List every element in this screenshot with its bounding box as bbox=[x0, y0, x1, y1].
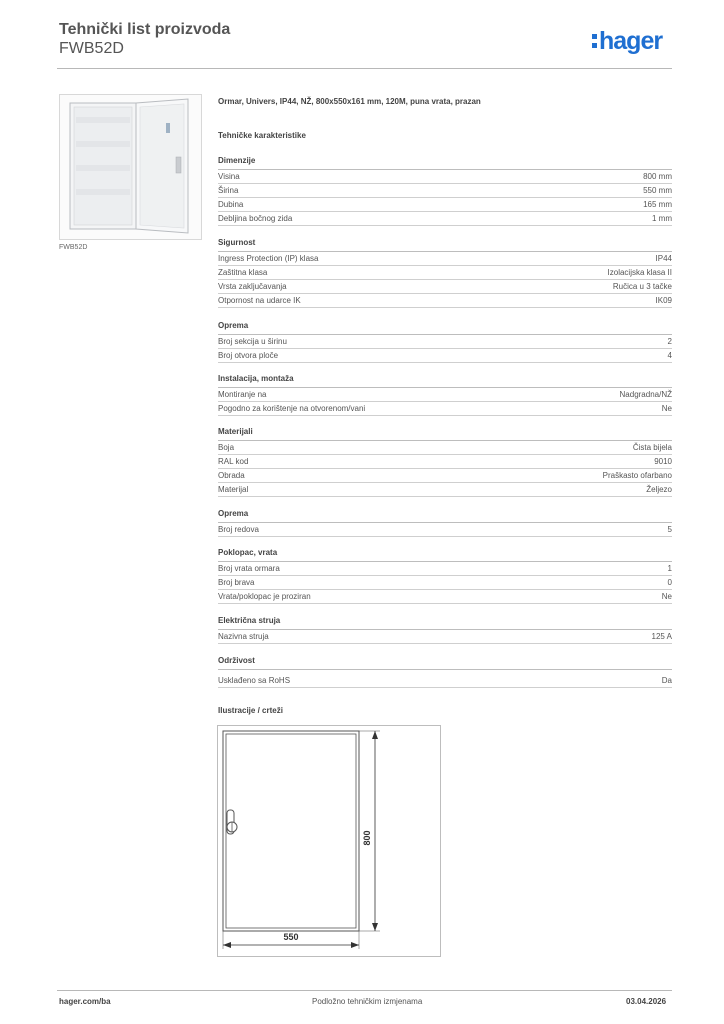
spec-value: Ne bbox=[661, 404, 672, 413]
section-title: Oprema bbox=[218, 509, 672, 523]
spec-label: Visina bbox=[218, 172, 240, 181]
footer-divider bbox=[57, 990, 672, 991]
product-photo bbox=[59, 94, 202, 240]
spec-value: Željezo bbox=[646, 485, 672, 494]
spec-label: Broj brava bbox=[218, 578, 255, 587]
spec-label: Broj otvora ploče bbox=[218, 351, 279, 360]
section-materijali bbox=[218, 427, 672, 497]
spec-label: Ingress Protection (IP) klasa bbox=[218, 254, 319, 263]
spec-row bbox=[218, 212, 672, 226]
spec-row bbox=[218, 576, 672, 590]
section-title: Dimenzije bbox=[218, 156, 672, 170]
spec-value: 165 mm bbox=[643, 200, 672, 209]
spec-row bbox=[218, 402, 672, 416]
footer-notice: Podložno tehničkim izmjenama bbox=[312, 997, 423, 1006]
spec-value: 550 mm bbox=[643, 186, 672, 195]
product-description: Ormar, Univers, IP44, NŽ, 800x550x161 mm, 120M, puna vrata, prazan bbox=[218, 97, 481, 106]
spec-value: 1 bbox=[667, 564, 672, 573]
page-title: Tehnički list proizvoda bbox=[59, 21, 231, 38]
logo-dot-icon bbox=[592, 43, 597, 48]
spec-label: Debljina bočnog zida bbox=[218, 214, 293, 223]
spec-row bbox=[218, 294, 672, 308]
spec-value: 2 bbox=[667, 337, 672, 346]
spec-label: Otpornost na udarce IK bbox=[218, 296, 301, 305]
door-handle-icon bbox=[227, 810, 237, 834]
product-code: FWB52D bbox=[59, 40, 124, 57]
section-title: Sigurnost bbox=[218, 238, 672, 252]
section-title: Materijali bbox=[218, 427, 672, 441]
spec-label: Vrata/poklopac je proziran bbox=[218, 592, 311, 601]
section-title: Električna struja bbox=[218, 616, 672, 630]
section-poklopac-vrata bbox=[218, 548, 672, 604]
section-oprema-2 bbox=[218, 509, 672, 537]
section-odrzivost bbox=[218, 656, 672, 688]
spec-row bbox=[218, 455, 672, 469]
spec-label: Nazivna struja bbox=[218, 632, 269, 641]
logo-text: hager bbox=[599, 27, 663, 55]
photo-caption: FWB52D bbox=[59, 244, 88, 251]
spec-row bbox=[218, 469, 672, 483]
spec-label: Montiranje na bbox=[218, 390, 267, 399]
spec-row bbox=[218, 630, 672, 644]
spec-value: Ne bbox=[661, 592, 672, 601]
spec-label: Širina bbox=[218, 186, 239, 195]
spec-label: Materijal bbox=[218, 485, 249, 494]
spec-label: Vrsta zaključavanja bbox=[218, 282, 287, 291]
section-title: Instalacija, montaža bbox=[218, 374, 672, 388]
spec-label: Zaštitna klasa bbox=[218, 268, 268, 277]
spec-label: Usklađeno sa RoHS bbox=[218, 676, 291, 685]
spec-row bbox=[218, 388, 672, 402]
cabinet-photo-icon bbox=[60, 95, 201, 239]
spec-value: Izolacijska klasa II bbox=[607, 268, 672, 277]
footer-date: 03.04.2026 bbox=[626, 997, 667, 1006]
header-divider bbox=[57, 68, 672, 69]
spec-value: 5 bbox=[667, 525, 672, 534]
spec-row bbox=[218, 198, 672, 212]
spec-value: Nadgradna/NŽ bbox=[619, 390, 672, 399]
spec-row bbox=[218, 349, 672, 363]
spec-row bbox=[218, 441, 672, 455]
spec-row bbox=[218, 266, 672, 280]
spec-label: Broj redova bbox=[218, 525, 259, 534]
spec-row bbox=[218, 562, 672, 576]
spec-label: Broj vrata ormara bbox=[218, 564, 280, 573]
spec-row bbox=[218, 674, 672, 688]
spec-value: Da bbox=[661, 676, 672, 685]
spec-value: 9010 bbox=[654, 457, 672, 466]
section-dimenzije bbox=[218, 156, 672, 226]
section-instalacija bbox=[218, 374, 672, 416]
spec-label: Obrada bbox=[218, 471, 245, 480]
spec-value: 0 bbox=[667, 578, 672, 587]
logo-dot-icon bbox=[592, 34, 597, 39]
dim-height-label: 800 bbox=[362, 830, 372, 846]
spec-label: Dubina bbox=[218, 200, 244, 209]
spec-row bbox=[218, 252, 672, 266]
spec-label: RAL kod bbox=[218, 457, 249, 466]
spec-row bbox=[218, 184, 672, 198]
spec-row bbox=[218, 483, 672, 497]
spec-row bbox=[218, 335, 672, 349]
spec-value: 1 mm bbox=[652, 214, 672, 223]
spec-label: Pogodno za korištenje na otvorenom/vani bbox=[218, 404, 366, 413]
section-sigurnost bbox=[218, 238, 672, 308]
section-oprema bbox=[218, 321, 672, 363]
spec-value: Praškasto ofarbano bbox=[602, 471, 672, 480]
footer-website-link[interactable]: hager.com/ba bbox=[59, 997, 111, 1006]
spec-label: Boja bbox=[218, 443, 235, 452]
spec-row bbox=[218, 280, 672, 294]
spec-value: Ručica u 3 tačke bbox=[612, 282, 672, 291]
spec-label: Broj sekcija u širinu bbox=[218, 337, 287, 346]
section-title: Oprema bbox=[218, 321, 672, 335]
dim-width-label: 550 bbox=[283, 932, 299, 942]
spec-row bbox=[218, 523, 672, 537]
spec-value: 4 bbox=[667, 351, 672, 360]
section-title: Poklopac, vrata bbox=[218, 548, 672, 562]
technical-drawing bbox=[217, 725, 441, 957]
spec-value: 800 mm bbox=[643, 172, 672, 181]
section-title: Održivost bbox=[218, 656, 672, 670]
spec-value: 125 A bbox=[651, 632, 672, 641]
spec-value: IP44 bbox=[655, 254, 672, 263]
section-elektricna-struja bbox=[218, 616, 672, 644]
spec-value: Čista bijela bbox=[632, 443, 672, 452]
spec-row bbox=[218, 170, 672, 184]
illustrations-heading: Ilustracije / crteži bbox=[218, 706, 283, 715]
spec-value: IK09 bbox=[655, 296, 672, 305]
technical-heading: Tehničke karakteristike bbox=[218, 131, 306, 140]
spec-row bbox=[218, 590, 672, 604]
